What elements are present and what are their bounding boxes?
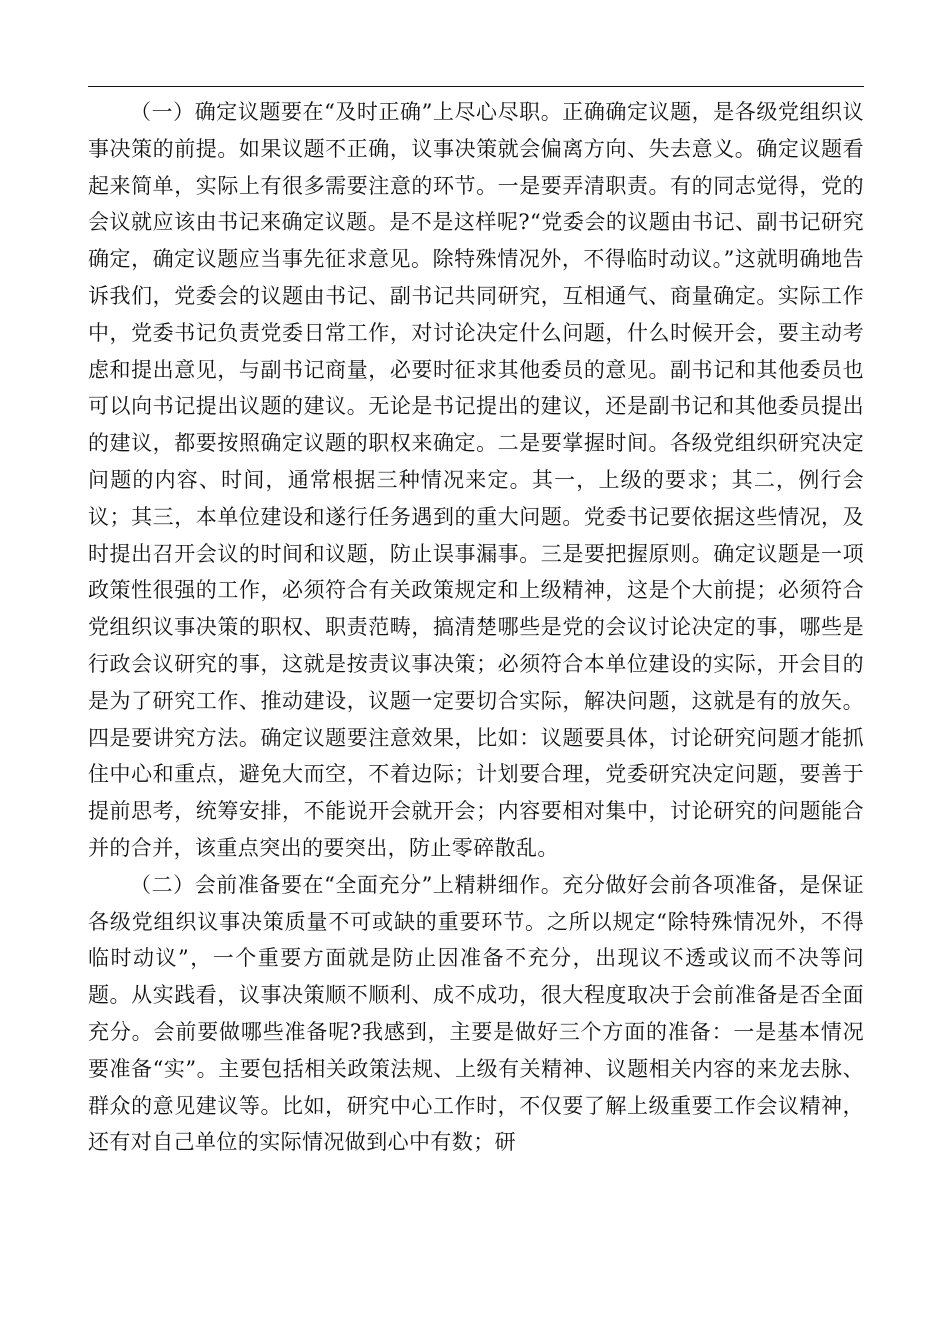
header-rule	[88, 86, 864, 87]
document-page	[88, 0, 864, 1344]
document-body	[88, 94, 864, 1161]
paragraph-1: （一）确定议题要在“及时正确”上尽心尽职。正确确定议题，是各级党组织议事决策的前提。如果议题不正确，议事决策就会偏离方向、失去意义。确定议题看起来简单，实际上有很多需要注意的环节。一是要弄清职责。有的同志觉得，党的会议就应该由书记来确定议题。是不是这样呢?“党委会的议题由书记、副书记研究确定，确定议题应当事先征求意见。除特殊情况外，不得临时动议。”这就明确地告诉我们，党委会的议题由书记、副书记共同研究，互相通气、商量确定。实际工作中，党委书记负责党委日常工作，对讨论决定什么问题，什么时候开会，要主动考虑和提出意见，与副书记商量，必要时征求其他委员的意见。副书记和其他委员也可以向书记提出议题的建议。无论是书记提出的建议，还是副书记和其他委员提出的建议，都要按照确定议题的职权来确定。二是要掌握时间。各级党组织研究决定问题的内容、时间，通常根据三种情况来定。其一，上级的要求；其二，例行会议；其三，本单位建设和遂行任务遇到的重大问题。党委书记要依据这些情况，及时提出召开会议的时间和议题，防止误事漏事。三是要把握原则。确定议题是一项政策性很强的工作，必须符合有关政策规定和上级精神，这是个大前提；必须符合党组织议事决策的职权、职责范畴，搞清楚哪些是党的会议讨论决定的事，哪些是行政会议研究的事，这就是按责议事决策；必须符合本单位建设的实际，开会目的是为了研究工作、推动建设，议题一定要切合实际，解决问题，这就是有的放矢。四是要讲究方法。确定议题要注意效果，比如：议题要具体，讨论研究问题才能抓住中心和重点，避免大而空，不着边际；计划要合理，党委研究决定问题，要善于提前思考，统筹安排，不能说开会就开会；内容要相对集中，讨论研究的问题能合并的合并，该重点突出的要突出，防止零碎散乱。	[88, 100, 864, 860]
paragraph-2: （二）会前准备要在“全面充分”上精耕细作。充分做好会前各项准备，是保证各级党组织议事决策质量不可或缺的重要环节。之所以规定“除特殊情况外，不得临时动议”，一个重要方面就是防止因准备不充分，出现议不透或议而不决等问题。从实践看，议事决策顺不顺利、成不成功，很大程度取决于会前准备是否全面充分。会前要做哪些准备呢?我感到，主要是做好三个方面的准备：一是基本情况要准备“实”。主要包括相关政策法规、上级有关精神、议题相关内容的来龙去脉、群众的意见建议等。比如，研究中心工作时，不仅要了解上级重要工作会议精神，还有对自己单位的实际情况做到心中有数；研	[88, 872, 864, 1155]
